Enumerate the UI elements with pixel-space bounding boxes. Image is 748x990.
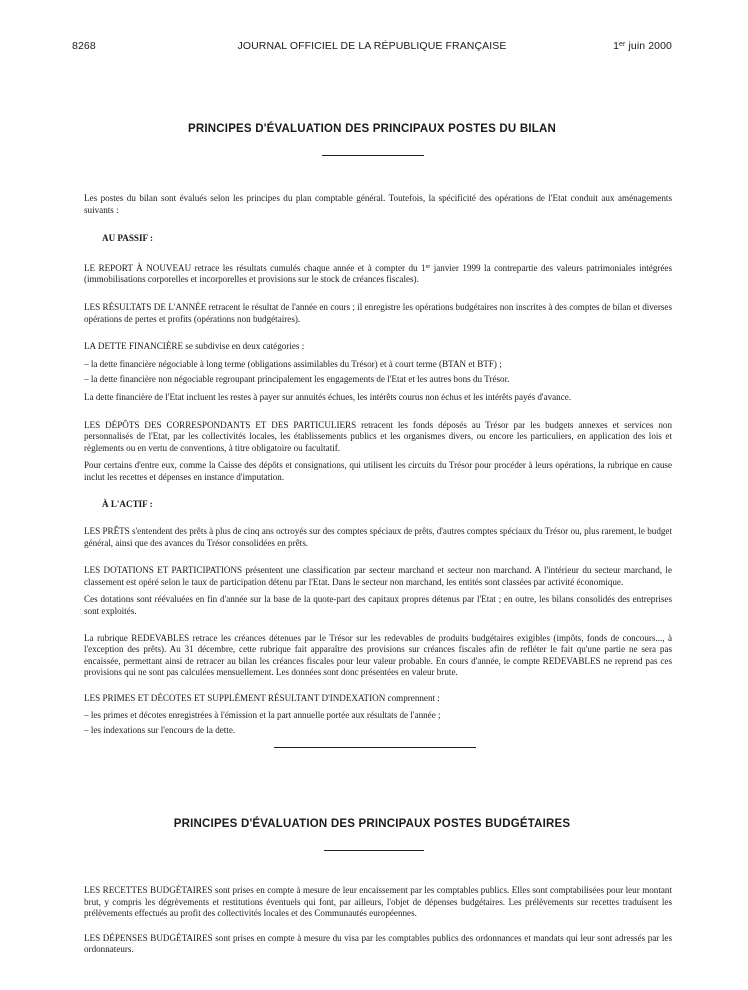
recettes-paragraph: LES RECETTES BUDGÉTAIRES sont prises en compte à mesure de leur encaissement par les comptables publics. Elles sont comptabilisées pour leur montant brut, y compris les dégrèvements et restitutions éventuels qui font, par ailleurs, l'objet de dépenses budgétaires. Les prélèvements sur recettes traduisent les prélèvements effectués au profit des collectivités locales et des Communautés européennes. <box>84 885 672 919</box>
date-day: 1 <box>613 40 620 52</box>
section-title-bilan: PRINCIPES D'ÉVALUATION DES PRINCIPAUX POSTES DU BILAN <box>188 123 556 135</box>
dette-note: La dette financière de l'Etat incluent les restes à payer sur annuités échues, les intérêts courus non échus et les intérêts payés d'avance. <box>84 391 572 402</box>
page-header <box>72 40 672 54</box>
date-month-year: juin 2000 <box>625 40 672 52</box>
date-ordinal: er <box>619 41 626 48</box>
dette-item-2: – la dette financière non négociable regroupant principalement les engagements de l'Etat et les autres bons du Trésor. <box>84 374 510 385</box>
dotations-paragraph: LES DOTATIONS ET PARTICIPATIONS présentent une classification par secteur marchand et secteur non marchand. A l'intérieur du secteur marchand, le classement est opéré selon le taux de participation détenu par l'Etat. Dans le secteur non marchand, les entités sont classées par activité économique. <box>84 565 672 587</box>
title-rule <box>322 155 424 156</box>
depots-note: Pour certains d'entre eux, comme la Caisse des dépôts et consignations, qui utilisent les circuits du Trésor pour procéder à leurs opérations, la rubrique en cause inclut les recettes et dépenses en instance d'imputation. <box>84 460 672 482</box>
report-ordinal: er <box>425 263 431 270</box>
title-rule-2 <box>324 850 424 851</box>
section-separator-rule <box>274 747 476 748</box>
section-bilan-body <box>84 193 672 737</box>
intro-paragraph: Les postes du bilan sont évalués selon les principes du plan comptable général. Toutefois, la spécificité des opérations de l'Etat conduit aux aménagements suivants : <box>84 193 672 215</box>
publication-date <box>613 40 672 52</box>
primes-intro: LES PRIMES ET DÉCOTES ET SUPPLÉMENT RÉSULTANT D'INDEXATION comprennent : <box>84 693 440 704</box>
report-text-a: LE REPORT À NOUVEAU retrace les résultats cumulés chaque année et à compter du 1 <box>84 262 426 273</box>
dette-intro: LA DETTE FINANCIÈRE se subdivise en deux catégories : <box>84 341 305 352</box>
page-number: 8268 <box>72 40 96 52</box>
report-text-b: janvier 1999 la contrepartie des valeurs patrimoniales intégrées (immobilisations corporelles et incorporelles et provisions sur le stock de créances fiscales). <box>84 262 673 285</box>
depenses-paragraph: LES DÉPENSES BUDGÉTAIRES sont prises en compte à mesure du visa par les comptables publics des ordonnances et mandats qui leur sont adressés par les ordonnateurs. <box>84 932 672 955</box>
dotations-note: Ces dotations sont réévaluées en fin d'année sur la base de la quote-part des capitaux propres détenus par l'Etat ; en outre, les bilans consolidés des entreprises sont exploités. <box>84 594 672 617</box>
redevables-paragraph: La rubrique REDEVABLES retrace les créances détenues par le Trésor sur les redevables de produits budgétaires exigibles (impôts, fonds de concours..., à l'exception des prêts). Au 31 décembre, cette rubrique fait apparaître des provisions sur créances fiscales afin de refléter le fait qu'une partie ne sera pas encaissée, permettant ainsi de retracer au bilan les créances fiscales pour leur valeur probable. En cours d'année, le compte REDEVABLES ne reprend pas ces provisions qui ne sont pas calculées mensuellement. Les données sont donc présentées en valeur brute. <box>84 632 672 678</box>
prets-paragraph: LES PRÊTS s'entendent des prêts à plus de cinq ans octroyés sur des comptes spéciaux de prêts, d'autres comptes spéciaux du Trésor ou, plus rarement, le budget général, ainsi que des avances du Trésor consolidées en prêts. <box>84 526 672 548</box>
resultats-paragraph: LES RÉSULTATS DE L'ANNÉE retracent le résultat de l'année en cours ; il enregistre les opérations budgétaires non inscrites à des comptes de bilan et diverses opérations de pertes et profits (opérations non budgétaires). <box>84 301 672 324</box>
journal-title: JOURNAL OFFICIEL DE LA RÉPUBLIQUE FRANÇAISE <box>237 40 507 52</box>
actif-heading: À L'ACTIF : <box>102 498 153 509</box>
section-budgetaires-body <box>84 885 672 956</box>
primes-item-2: – les indexations sur l'encours de la dette. <box>84 725 236 736</box>
depots-paragraph: LES DÉPÔTS DES CORRESPONDANTS ET DES PARTICULIERS retracent les fonds déposés au Trésor par les budgets annexes et services non personnalisés de l'Etat, par les collectivités locales, les établissements publics et les organismes divers, ou encore les particuliers, en application des lois et règlements ou en vertu de conventions, à titre obligatoire ou facultatif. <box>84 419 672 453</box>
primes-item-1: – les primes et décotes enregistrées à l'émission et la part annuelle portée aux résultats de l'année ; <box>84 709 441 720</box>
report-paragraph <box>84 262 672 286</box>
passif-heading: AU PASSIF : <box>102 233 154 244</box>
section-title-budgetaires: PRINCIPES D'ÉVALUATION DES PRINCIPAUX POSTES BUDGÉTAIRES <box>173 818 571 830</box>
dette-item-1: – la dette financière négociable à long terme (obligations assimilables du Trésor) et à court terme (BTAN et BTF) ; <box>84 358 502 369</box>
